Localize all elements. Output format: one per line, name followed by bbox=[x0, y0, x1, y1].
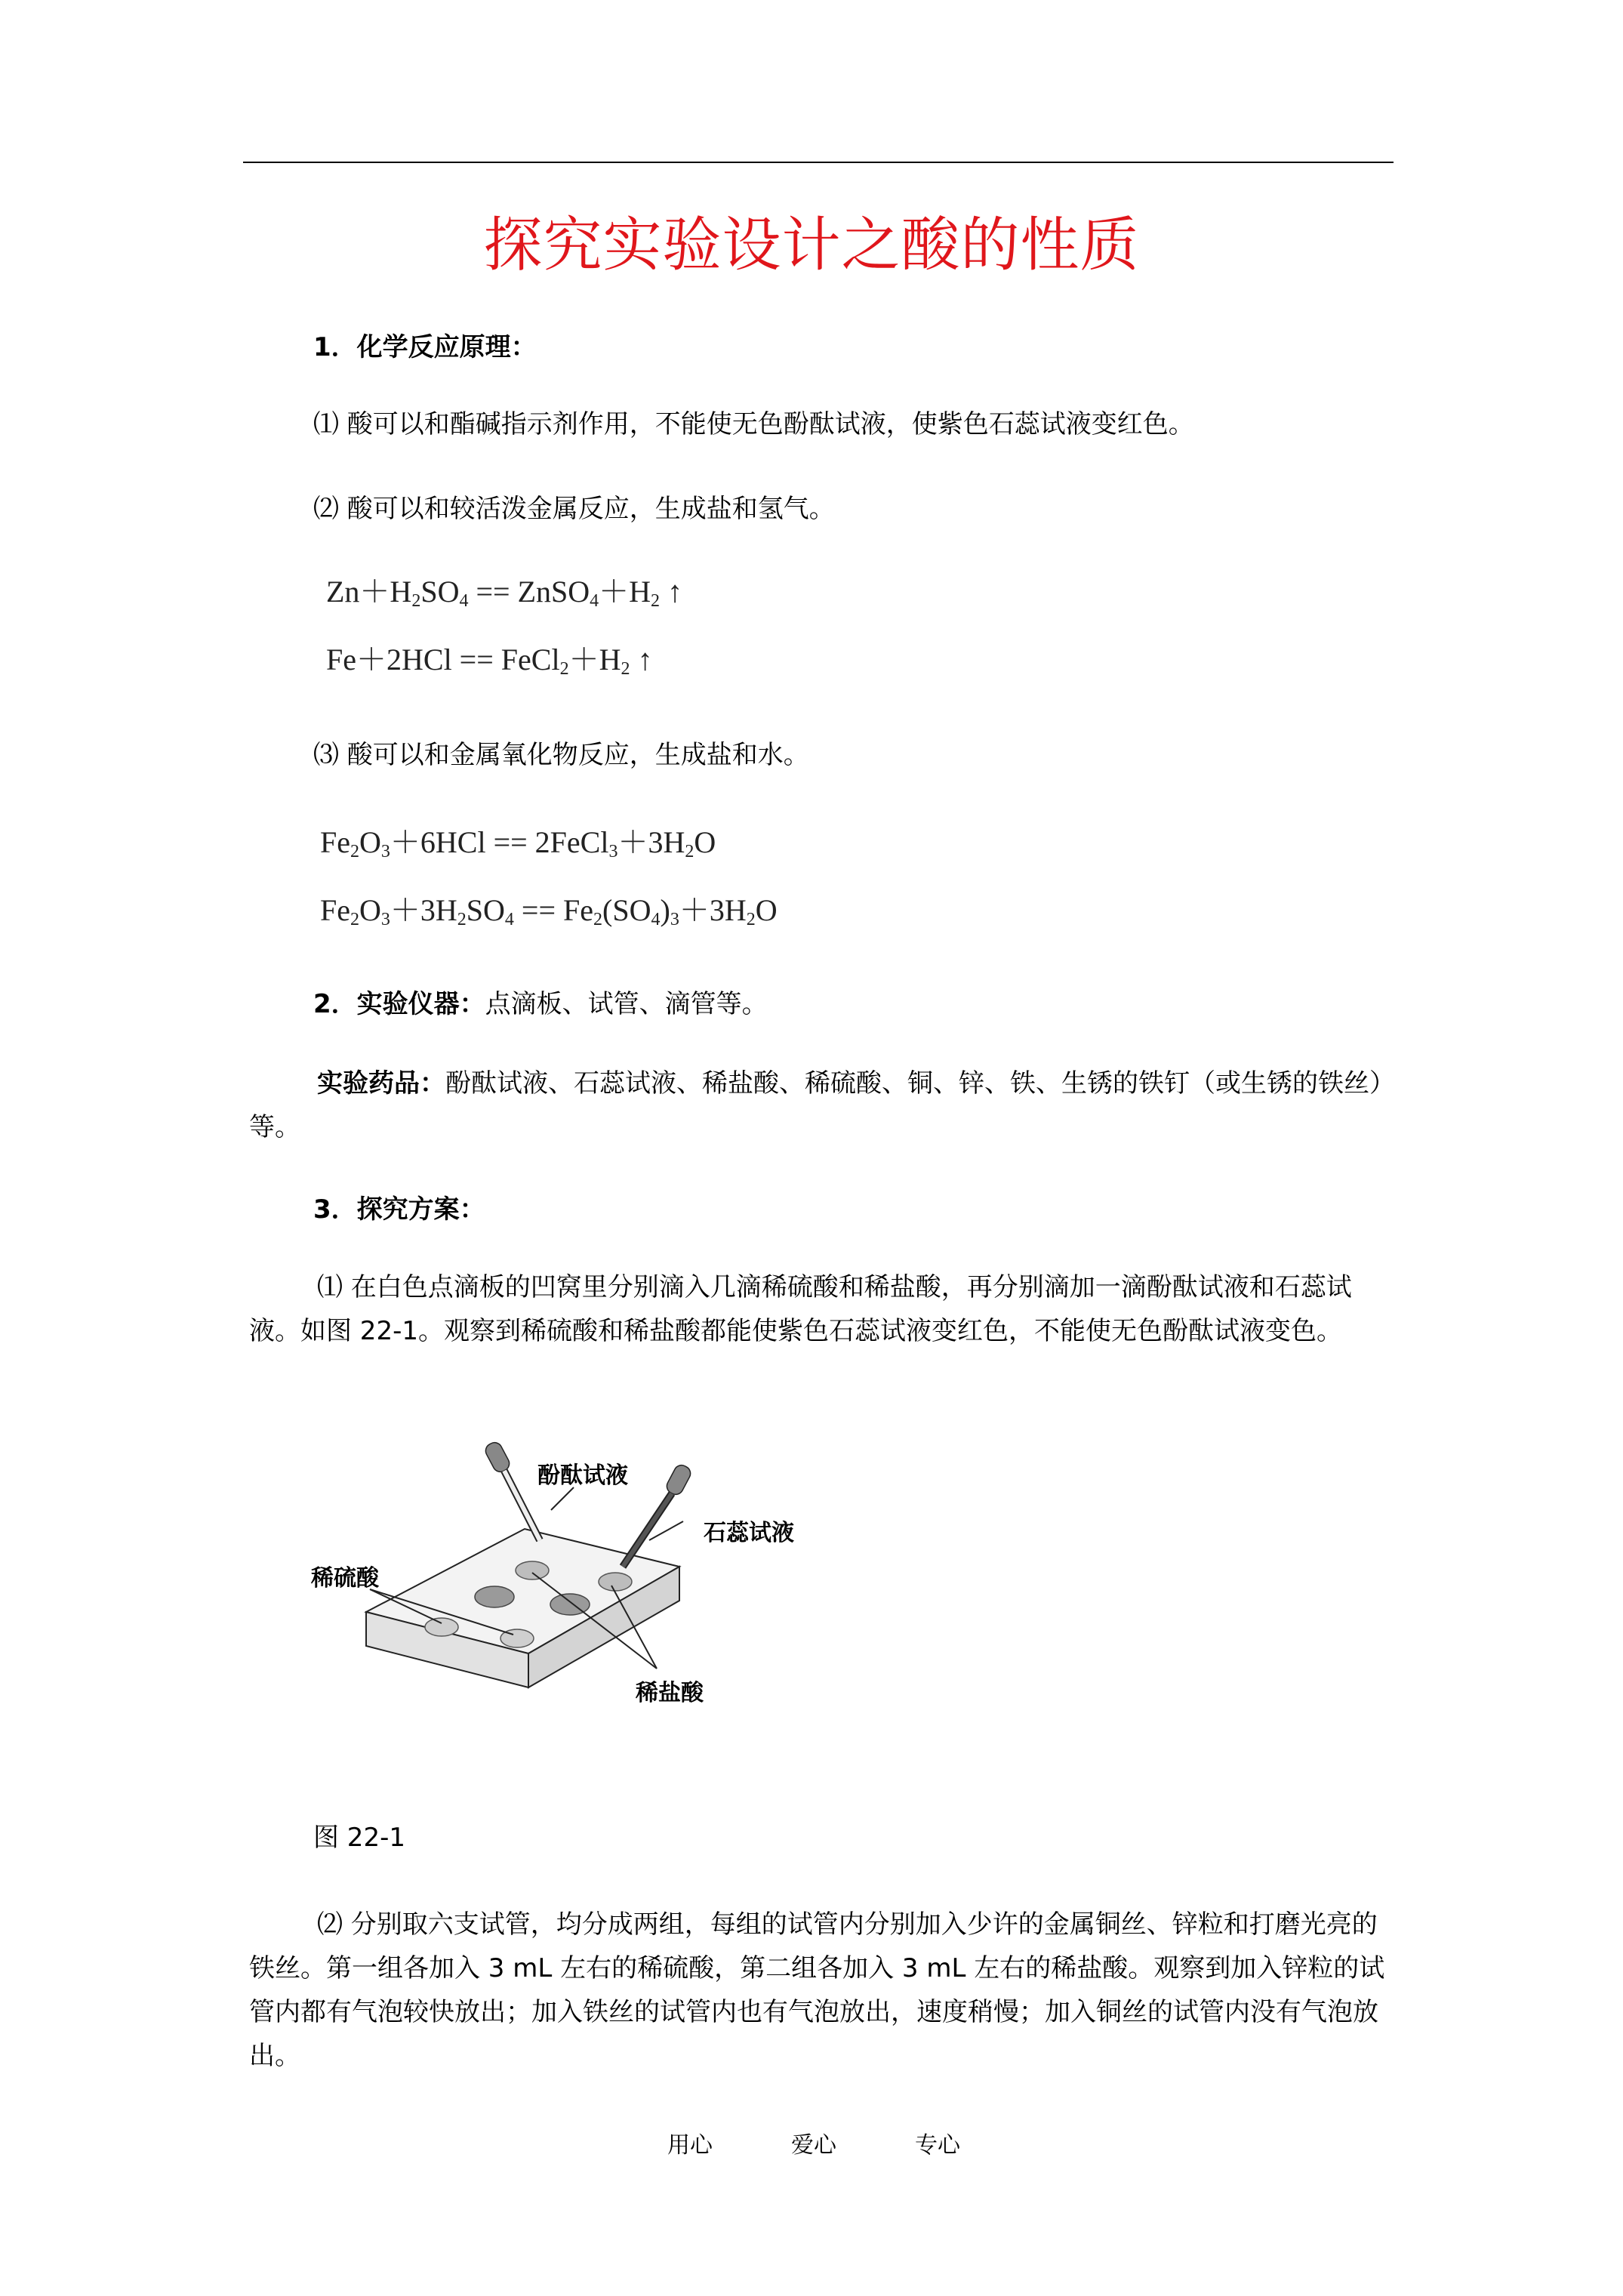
section2-heading: 2．实验仪器： bbox=[313, 989, 485, 1019]
label-dilute-sulfuric-acid: 稀硫酸 bbox=[311, 1565, 379, 1592]
equation-fe-hcl: $Fe+2HCl == FeCl_2+H_2$ ↑ bbox=[326, 643, 653, 679]
footer-text-2: 爱心 bbox=[791, 2132, 836, 2159]
page-title: 探究实验设计之酸的性质 bbox=[483, 211, 1140, 279]
section1-heading: 1．化学反应原理： bbox=[313, 332, 537, 362]
dropper-litmus bbox=[623, 1462, 693, 1567]
well-1 bbox=[516, 1561, 549, 1579]
section2-instruments bbox=[313, 983, 768, 1025]
section3-heading: 3．探究方案： bbox=[313, 1194, 485, 1225]
spot-plate-figure bbox=[302, 1435, 830, 1767]
section2-drugs bbox=[249, 1062, 1395, 1149]
drugs-label: 实验药品： bbox=[317, 1068, 445, 1099]
equation-zn-h2so4: $Zn+H_2SO_4$ == $ZnSO_4+H_2$ ↑ bbox=[326, 575, 683, 611]
section3-paragraph2: ⑵ 分别取六支试管，均分成两组，每组的试管内分别加入少许的金属铜丝、锌粒和打磨光亮的铁丝。第一组各加入 3 mL 左右的稀硫酸，第二组各加入 3 mL 左右的稀盐酸。观察到加入锌粒的试管内都有气泡较快放出；加入铁丝的试管内也有气泡放出，速度稍慢；加入铜丝的试管内没有气泡放出。 bbox=[249, 1909, 1385, 2071]
well-5 bbox=[425, 1618, 458, 1636]
drugs-text: 酚酞试液、石蕊试液、稀盐酸、稀硫酸、铜、锌、铁、生锈的铁钉（或生锈的铁丝）等。 bbox=[249, 1068, 1395, 1142]
label-phenolphthalein: 酚酞试液 bbox=[537, 1462, 628, 1489]
label-litmus: 石蕊试液 bbox=[704, 1520, 794, 1546]
section1-item1: ⑴ 酸可以和酯碱指示剂作用，不能使无色酚酞试液，使紫色石蕊试液变红色。 bbox=[313, 409, 1194, 439]
footer-text-3: 专心 bbox=[915, 2132, 960, 2159]
footer-text-1: 用心 bbox=[667, 2132, 713, 2159]
equation-fe2o3-h2so4: $Fe_2O_3+3H_2SO_4 == Fe_2(SO_4)_3+3H_2O$ bbox=[320, 893, 778, 929]
figure-caption: 图 22-1 bbox=[313, 1823, 405, 1853]
header-rule bbox=[243, 162, 1394, 163]
label-dilute-hydrochloric-acid: 稀盐酸 bbox=[636, 1680, 704, 1706]
equation-fe2o3-hcl: $Fe_2O_3+6HCl$ == $2FeCl_3+3H_2O$ bbox=[320, 825, 716, 861]
instruments-text: 点滴板、试管、滴管等。 bbox=[485, 989, 768, 1019]
section1-item3: ⑶ 酸可以和金属氧化物反应，生成盐和水。 bbox=[313, 740, 809, 770]
section1-item2: ⑵ 酸可以和较活泼金属反应，生成盐和氢气。 bbox=[313, 494, 835, 524]
well-2 bbox=[599, 1573, 632, 1591]
well-3 bbox=[475, 1586, 514, 1607]
section3-paragraph1: ⑴ 在白色点滴板的凹窝里分别滴入几滴稀硫酸和稀盐酸，再分别滴加一滴酚酞试液和石蕊试液。如图 22-1。观察到稀硫酸和稀盐酸都能使紫色石蕊试液变红色，不能使无色酚酞试液变色。 bbox=[249, 1272, 1352, 1346]
dropper-phenolphthalein bbox=[483, 1440, 540, 1540]
